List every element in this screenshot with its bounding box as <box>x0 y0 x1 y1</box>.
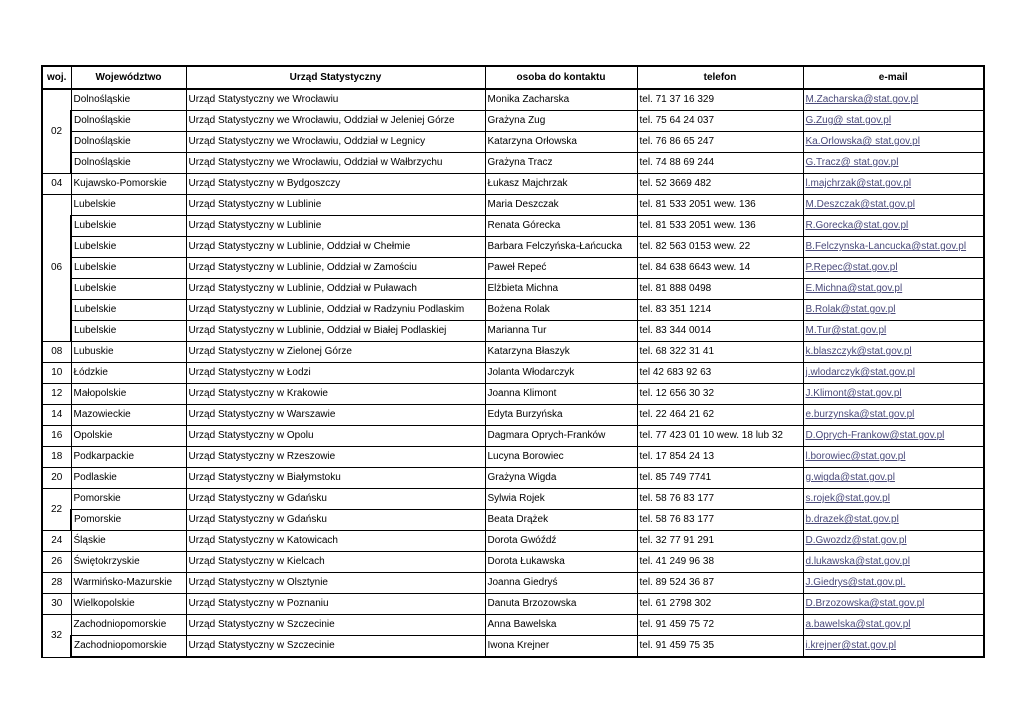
table-row <box>42 195 984 216</box>
office-cell: Urząd Statystyczny w Lublinie, Oddział w Zamościu <box>186 258 485 279</box>
woj-code: 08 <box>42 342 71 363</box>
phone-cell: tel. 81 888 0498 <box>637 279 803 300</box>
woj-code: 10 <box>42 363 71 384</box>
region-cell: Zachodniopomorskie <box>71 615 186 636</box>
email-link[interactable]: d.lukawska@stat.gov.pl <box>803 552 984 573</box>
phone-cell: tel. 81 533 2051 wew. 136 <box>637 195 803 216</box>
email-link[interactable]: G.Zug@ stat.gov.pl <box>803 111 984 132</box>
region-cell: Lubuskie <box>71 342 186 363</box>
office-cell: Urząd Statystyczny w Lublinie, Oddział w Radzyniu Podlaskim <box>186 300 485 321</box>
region-cell: Podlaskie <box>71 468 186 489</box>
woj-code: 26 <box>42 552 71 573</box>
table-row <box>42 384 984 405</box>
region-cell: Lubelskie <box>71 258 186 279</box>
table-row <box>42 447 984 468</box>
person-cell: Grażyna Tracz <box>485 153 637 174</box>
region-cell: Lubelskie <box>71 216 186 237</box>
phone-cell: tel. 82 563 0153 wew. 22 <box>637 237 803 258</box>
phone-cell: tel. 32 77 91 291 <box>637 531 803 552</box>
email-link[interactable]: e.burzynska@stat.gov.pl <box>803 405 984 426</box>
person-cell: Dorota Gwóźdź <box>485 531 637 552</box>
person-cell: Joanna Giedryś <box>485 573 637 594</box>
office-cell: Urząd Statystyczny w Lublinie, Oddział w Puławach <box>186 279 485 300</box>
phone-cell: tel. 76 86 65 247 <box>637 132 803 153</box>
region-cell: Dolnośląskie <box>71 89 186 111</box>
region-cell: Świętokrzyskie <box>71 552 186 573</box>
region-cell: Zachodniopomorskie <box>71 636 186 658</box>
table-row <box>42 636 984 658</box>
person-cell: Elżbieta Michna <box>485 279 637 300</box>
email-link[interactable]: a.bawelska@stat.gov.pl <box>803 615 984 636</box>
person-cell: Katarzyna Błaszyk <box>485 342 637 363</box>
woj-code: 22 <box>42 489 71 531</box>
region-cell: Podkarpackie <box>71 447 186 468</box>
woj-code: 14 <box>42 405 71 426</box>
person-cell: Renata Górecka <box>485 216 637 237</box>
table-row <box>42 153 984 174</box>
table-row <box>42 468 984 489</box>
region-cell: Pomorskie <box>71 510 186 531</box>
email-link[interactable]: G.Tracz@ stat.gov.pl <box>803 153 984 174</box>
table-header <box>42 66 984 89</box>
woj-code: 02 <box>42 89 71 174</box>
office-cell: Urząd Statystyczny w Gdańsku <box>186 489 485 510</box>
phone-cell: tel. 71 37 16 329 <box>637 89 803 111</box>
region-cell: Lubelskie <box>71 279 186 300</box>
phone-cell: tel. 58 76 83 177 <box>637 489 803 510</box>
phone-cell: tel. 81 533 2051 wew. 136 <box>637 216 803 237</box>
person-cell: Dorota Łukawska <box>485 552 637 573</box>
table-row <box>42 321 984 342</box>
table-row <box>42 216 984 237</box>
header-phone: telefon <box>637 66 803 89</box>
table-row <box>42 552 984 573</box>
email-link[interactable]: b.drazek@stat.gov.pl <box>803 510 984 531</box>
email-link[interactable]: D.Oprych-Frankow@stat.gov.pl <box>803 426 984 447</box>
person-cell: Joanna Klimont <box>485 384 637 405</box>
office-cell: Urząd Statystyczny w Bydgoszczy <box>186 174 485 195</box>
woj-code: 18 <box>42 447 71 468</box>
office-cell: Urząd Statystyczny we Wrocławiu, Oddział w Jeleniej Górze <box>186 111 485 132</box>
phone-cell: tel. 22 464 21 62 <box>637 405 803 426</box>
header-row <box>42 66 984 89</box>
region-cell: Dolnośląskie <box>71 153 186 174</box>
region-cell: Warmińsko-Mazurskie <box>71 573 186 594</box>
office-cell: Urząd Statystyczny w Rzeszowie <box>186 447 485 468</box>
email-link[interactable]: M.Zacharska@stat.gov.pl <box>803 89 984 111</box>
email-link[interactable]: k.blaszczyk@stat.gov.pl <box>803 342 984 363</box>
phone-cell: tel. 84 638 6643 wew. 14 <box>637 258 803 279</box>
person-cell: Łukasz Majchrzak <box>485 174 637 195</box>
email-link[interactable]: E.Michna@stat.gov.pl <box>803 279 984 300</box>
office-cell: Urząd Statystyczny w Lublinie <box>186 216 485 237</box>
header-office: Urząd Statystyczny <box>186 66 485 89</box>
office-cell: Urząd Statystyczny w Szczecinie <box>186 636 485 658</box>
person-cell: Grażyna Zug <box>485 111 637 132</box>
table-row <box>42 279 984 300</box>
region-cell: Łódzkie <box>71 363 186 384</box>
email-link[interactable]: l.majchrzak@stat.gov.pl <box>803 174 984 195</box>
email-link[interactable]: Ka.Orlowska@ stat.gov.pl <box>803 132 984 153</box>
header-region: Województwo <box>71 66 186 89</box>
table-row <box>42 237 984 258</box>
person-cell: Monika Zacharska <box>485 89 637 111</box>
email-link[interactable]: i.krejner@stat.gov.pl <box>803 636 984 658</box>
phone-cell: tel. 52 3669 482 <box>637 174 803 195</box>
person-cell: Anna Bawelska <box>485 615 637 636</box>
person-cell: Bożena Rolak <box>485 300 637 321</box>
header-woj: woj. <box>42 66 71 89</box>
table-row <box>42 573 984 594</box>
office-cell: Urząd Statystyczny w Lublinie <box>186 195 485 216</box>
email-link[interactable]: D.Brzozowska@stat.gov.pl <box>803 594 984 615</box>
phone-cell: tel. 58 76 83 177 <box>637 510 803 531</box>
woj-code: 04 <box>42 174 71 195</box>
phone-cell: tel. 89 524 36 87 <box>637 573 803 594</box>
email-link[interactable]: J.Giedrys@stat.gov.pl. <box>803 573 984 594</box>
woj-code: 20 <box>42 468 71 489</box>
person-cell: Maria Deszczak <box>485 195 637 216</box>
woj-code: 30 <box>42 594 71 615</box>
phone-cell: tel. 91 459 75 72 <box>637 615 803 636</box>
office-cell: Urząd Statystyczny we Wrocławiu, Oddział w Wałbrzychu <box>186 153 485 174</box>
table-body <box>42 89 984 657</box>
email-link[interactable]: M.Tur@stat.gov.pl <box>803 321 984 342</box>
region-cell: Lubelskie <box>71 195 186 216</box>
region-cell: Lubelskie <box>71 321 186 342</box>
email-link[interactable]: l.borowiec@stat.gov.pl <box>803 447 984 468</box>
office-cell: Urząd Statystyczny w Poznaniu <box>186 594 485 615</box>
person-cell: Dagmara Oprych-Franków <box>485 426 637 447</box>
email-link[interactable]: P.Repec@stat.gov.pl <box>803 258 984 279</box>
table-row <box>42 489 984 510</box>
email-link[interactable]: D.Gwozdz@stat.gov.pl <box>803 531 984 552</box>
table-row <box>42 615 984 636</box>
woj-code: 16 <box>42 426 71 447</box>
woj-code: 12 <box>42 384 71 405</box>
person-cell: Barbara Felczyńska-Łańcucka <box>485 237 637 258</box>
office-cell: Urząd Statystyczny w Łodzi <box>186 363 485 384</box>
person-cell: Lucyna Borowiec <box>485 447 637 468</box>
phone-cell: tel 42 683 92 63 <box>637 363 803 384</box>
person-cell: Marianna Tur <box>485 321 637 342</box>
table-row <box>42 258 984 279</box>
person-cell: Beata Drążek <box>485 510 637 531</box>
region-cell: Lubelskie <box>71 237 186 258</box>
phone-cell: tel. 61 2798 302 <box>637 594 803 615</box>
table-row <box>42 89 984 111</box>
region-cell: Śląskie <box>71 531 186 552</box>
table-row <box>42 132 984 153</box>
office-cell: Urząd Statystyczny w Kielcach <box>186 552 485 573</box>
contacts-table <box>41 65 985 658</box>
office-cell: Urząd Statystyczny w Olsztynie <box>186 573 485 594</box>
region-cell: Lubelskie <box>71 300 186 321</box>
table-row <box>42 111 984 132</box>
office-cell: Urząd Statystyczny w Białymstoku <box>186 468 485 489</box>
region-cell: Opolskie <box>71 426 186 447</box>
email-link[interactable]: J.Klimont@stat.gov.pl <box>803 384 984 405</box>
office-cell: Urząd Statystyczny w Lublinie, Oddział w Chełmie <box>186 237 485 258</box>
office-cell: Urząd Statystyczny w Szczecinie <box>186 615 485 636</box>
woj-code: 32 <box>42 615 71 658</box>
person-cell: Jolanta Włodarczyk <box>485 363 637 384</box>
phone-cell: tel. 74 88 69 244 <box>637 153 803 174</box>
email-link[interactable]: g.wigda@stat.gov.pl <box>803 468 984 489</box>
email-link[interactable]: M.Deszczak@stat.gov.pl <box>803 195 984 216</box>
woj-code: 28 <box>42 573 71 594</box>
office-cell: Urząd Statystyczny w Warszawie <box>186 405 485 426</box>
email-link[interactable]: s.rojek@stat.gov.pl <box>803 489 984 510</box>
phone-cell: tel. 41 249 96 38 <box>637 552 803 573</box>
region-cell: Dolnośląskie <box>71 132 186 153</box>
region-cell: Kujawsko-Pomorskie <box>71 174 186 195</box>
table-row <box>42 531 984 552</box>
region-cell: Dolnośląskie <box>71 111 186 132</box>
person-cell: Katarzyna Orłowska <box>485 132 637 153</box>
office-cell: Urząd Statystyczny we Wrocławiu, Oddział w Legnicy <box>186 132 485 153</box>
office-cell: Urząd Statystyczny we Wrocławiu <box>186 89 485 111</box>
region-cell: Pomorskie <box>71 489 186 510</box>
table-row <box>42 174 984 195</box>
header-person: osoba do kontaktu <box>485 66 637 89</box>
phone-cell: tel. 17 854 24 13 <box>637 447 803 468</box>
email-link[interactable]: B.Rolak@stat.gov.pl <box>803 300 984 321</box>
table-row <box>42 594 984 615</box>
phone-cell: tel. 68 322 31 41 <box>637 342 803 363</box>
email-link[interactable]: B.Felczynska-Lancucka@stat.gov.pl <box>803 237 984 258</box>
table-row <box>42 426 984 447</box>
phone-cell: tel. 12 656 30 32 <box>637 384 803 405</box>
region-cell: Mazowieckie <box>71 405 186 426</box>
table-row <box>42 510 984 531</box>
phone-cell: tel. 75 64 24 037 <box>637 111 803 132</box>
table-row <box>42 342 984 363</box>
phone-cell: tel. 83 344 0014 <box>637 321 803 342</box>
person-cell: Grażyna Wigda <box>485 468 637 489</box>
office-cell: Urząd Statystyczny w Opolu <box>186 426 485 447</box>
office-cell: Urząd Statystyczny w Lublinie, Oddział w Białej Podlaskiej <box>186 321 485 342</box>
region-cell: Małopolskie <box>71 384 186 405</box>
person-cell: Edyta Burzyńska <box>485 405 637 426</box>
office-cell: Urząd Statystyczny w Katowicach <box>186 531 485 552</box>
email-link[interactable]: j.wlodarczyk@stat.gov.pl <box>803 363 984 384</box>
office-cell: Urząd Statystyczny w Krakowie <box>186 384 485 405</box>
person-cell: Paweł Repeć <box>485 258 637 279</box>
person-cell: Iwona Krejner <box>485 636 637 658</box>
table-row <box>42 363 984 384</box>
phone-cell: tel. 77 423 01 10 wew. 18 lub 32 <box>637 426 803 447</box>
office-cell: Urząd Statystyczny w Gdańsku <box>186 510 485 531</box>
woj-code: 06 <box>42 195 71 342</box>
region-cell: Wielkopolskie <box>71 594 186 615</box>
header-email: e-mail <box>803 66 984 89</box>
email-link[interactable]: R.Gorecka@stat.gov.pl <box>803 216 984 237</box>
person-cell: Sylwia Rojek <box>485 489 637 510</box>
table-row <box>42 300 984 321</box>
office-cell: Urząd Statystyczny w Zielonej Górze <box>186 342 485 363</box>
person-cell: Danuta Brzozowska <box>485 594 637 615</box>
phone-cell: tel. 91 459 75 35 <box>637 636 803 658</box>
woj-code: 24 <box>42 531 71 552</box>
table-row <box>42 405 984 426</box>
phone-cell: tel. 83 351 1214 <box>637 300 803 321</box>
phone-cell: tel. 85 749 7741 <box>637 468 803 489</box>
